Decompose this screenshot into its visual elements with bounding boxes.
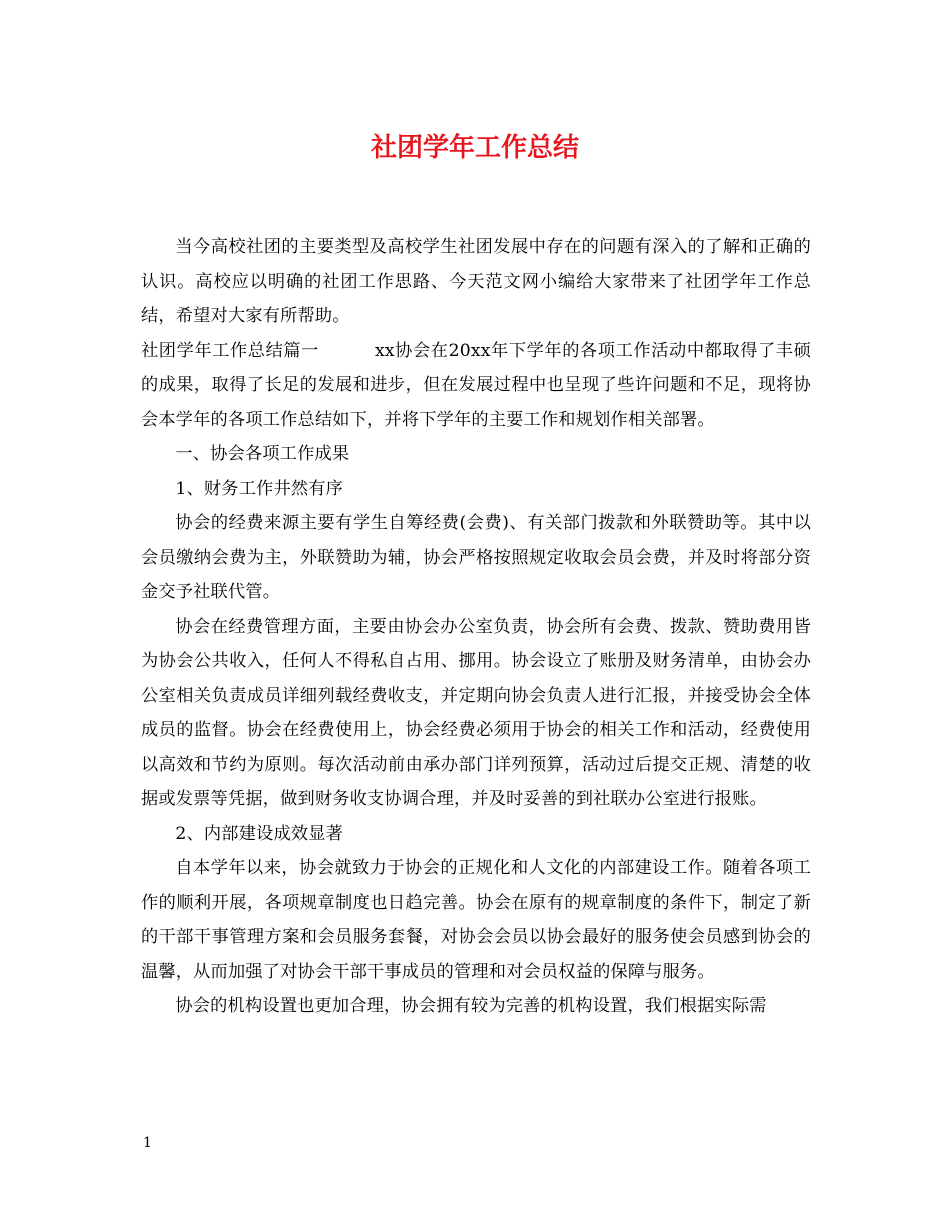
subsection-heading: 1、财务工作井然有序 — [175, 478, 344, 499]
page-number: 1 — [143, 1135, 152, 1151]
body-paragraph: 当今高校社团的主要类型及高校学生社团发展中存在的问题有深入的了解和正确的认识。高校应以明确的社团工作思路、今天范文网小编给大家带来了社团学年工作总结，希望对大家有所帮助。 — [141, 237, 811, 326]
body-paragraph-with-heading — [141, 334, 811, 438]
document-title: 社团学年工作总结 — [370, 133, 579, 163]
body-paragraph: 自本学年以来，协会就致力于协会的正规化和人文化的内部建设工作。随着各项工作的顺利开展，各项规章制度也日趋完善。协会在原有的规章制度的条件下，制定了新的干部干事管理方案和会员服务套餐，对协会会员以协会最好的服务使会员感到协会的温馨，从而加强了对协会干部干事成员的管理和对会员权益的保障与服务。 — [141, 858, 811, 982]
section-heading: 一、协会各项工作成果 — [175, 444, 350, 464]
body-paragraph: 协会的机构设置也更加合理，协会拥有较为完善的机构设置，我们根据实际需 — [175, 996, 767, 1016]
subsection-heading: 2、内部建设成效显著 — [175, 823, 344, 844]
body-paragraph: 协会的经费来源主要有学生自筹经费(会费)、有关部门拨款和外联赞助等。其中以会员缴纳会费为主，外联赞助为辅，协会严格按照规定收取会员会费，并及时将部分资金交予社联代管。 — [141, 513, 811, 602]
body-paragraph-text: xx协会在20xx年下学年的各项工作活动中都取得了丰硕的成果，取得了长足的发展和进步，但在发展过程中也呈现了些许问题和不足，现将协会本学年的各项工作总结如下，并将下学年的主要工作和规划作相关部署。 — [141, 340, 811, 430]
body-paragraph: 协会在经费管理方面，主要由协会办公室负责，协会所有会费、拨款、赞助费用皆为协会公共收入，任何人不得私自占用、挪用。协会设立了账册及财务清单，由协会办公室相关负责成员详细列载经费收支，并定期向协会负责人进行汇报，并接受协会全体成员的监督。协会在经费使用上，协会经费必须用于协会的相关工作和活动，经费使用以高效和节约为原则。每次活动前由承办部门详列预算，活动过后提交正规、清楚的收据或发票等凭据，做到财务收支协调合理，并及时妥善的到社联办公室进行报账。 — [141, 616, 811, 809]
article-heading: 社团学年工作总结篇一 — [141, 340, 319, 361]
document-body — [141, 230, 811, 1024]
